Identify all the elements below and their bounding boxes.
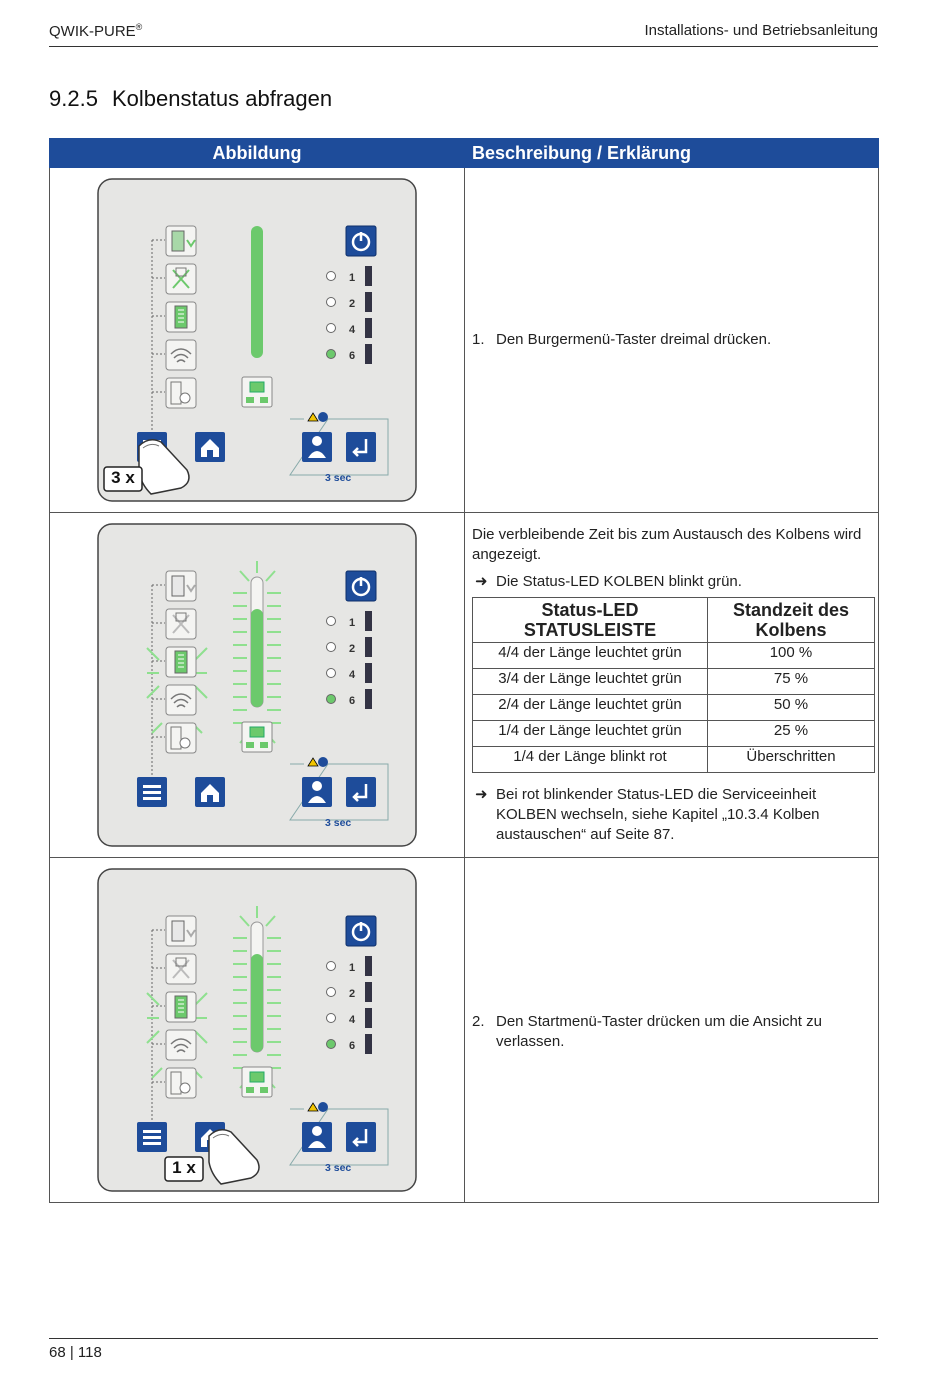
status-col-led: Status-LED STATUSLEISTE xyxy=(473,598,708,643)
svg-text:6: 6 xyxy=(349,695,356,707)
svg-text:6: 6 xyxy=(349,350,356,362)
svg-text:3 sec: 3 sec xyxy=(325,817,352,829)
control-panel-3 xyxy=(97,868,419,1199)
intro-text: Die verbleibende Zeit bis zum Austausch des Kolbens wird angezeigt. xyxy=(472,526,862,563)
table-row: 3/4 der Länge leuchtet grün 75 % xyxy=(473,669,875,695)
svg-text:1: 1 xyxy=(349,272,356,284)
svg-text:1: 1 xyxy=(349,617,356,629)
image-cell-3 xyxy=(50,858,465,1203)
warning-note: ➜ Bei rot blinkender Status-LED die Serviceeinheit KOLBEN wechseln, siehe Kapitel „10.3.4 Kolben austauschen“ auf Seite 87. xyxy=(475,786,820,843)
svg-text:4: 4 xyxy=(349,669,356,681)
svg-text:3 sec: 3 sec xyxy=(325,472,352,484)
svg-text:2: 2 xyxy=(349,298,356,310)
status-col-life: Standzeit des Kolbens xyxy=(708,598,875,643)
svg-text:6: 6 xyxy=(349,1040,356,1052)
desc-cell-3: 2. Den Startmenü-Taster drücken um die Ansicht zu verlassen. xyxy=(465,858,879,1203)
press-count-label: 3 x xyxy=(111,468,135,487)
section-heading: 9.2.5 Kolbenstatus abfragen xyxy=(49,86,333,111)
status-table xyxy=(472,597,875,773)
svg-text:3 sec: 3 sec xyxy=(325,1162,352,1174)
table-row: 4/4 der Länge leuchtet grün 100 % xyxy=(473,643,875,669)
svg-text:4: 4 xyxy=(349,324,356,336)
col-header-desc: Beschreibung / Erklärung xyxy=(465,139,879,168)
control-panel-drawing xyxy=(97,178,419,504)
press-count-label: 1 x xyxy=(172,1158,196,1177)
arrow-icon: ➜ xyxy=(475,573,488,590)
image-cell-2 xyxy=(50,513,465,858)
page-header xyxy=(49,20,878,47)
svg-text:4: 4 xyxy=(349,1014,356,1026)
result-note: ➜ Die Status-LED KOLBEN blinkt grün. xyxy=(475,573,742,590)
instruction-table xyxy=(49,138,879,1203)
svg-text:2: 2 xyxy=(349,643,356,655)
control-panel-2 xyxy=(97,523,419,854)
table-row: 1/4 der Länge leuchtet grün 25 % xyxy=(473,721,875,747)
page-footer xyxy=(49,1338,878,1361)
page-number: 68 | 118 xyxy=(49,1344,102,1361)
svg-text:1: 1 xyxy=(349,962,356,974)
arrow-icon: ➜ xyxy=(475,786,488,803)
image-cell-1 xyxy=(50,168,465,513)
svg-text:2: 2 xyxy=(349,988,356,1000)
control-panel-drawing xyxy=(97,868,419,1194)
desc-cell-1: 1. Den Burgermenü-Taster dreimal drücken. xyxy=(465,168,879,513)
table-row: 1/4 der Länge blinkt rot Überschritten xyxy=(473,747,875,773)
control-panel-drawing xyxy=(97,523,419,849)
desc-cell-2 xyxy=(465,513,879,858)
col-header-image: Abbildung xyxy=(50,139,465,168)
control-panel-1 xyxy=(97,178,419,509)
table-row: 2/4 der Länge leuchtet grün 50 % xyxy=(473,695,875,721)
brand: QWIK-PURE® xyxy=(49,22,143,40)
doc-title: Installations- und Betriebsanleitung xyxy=(644,22,878,39)
